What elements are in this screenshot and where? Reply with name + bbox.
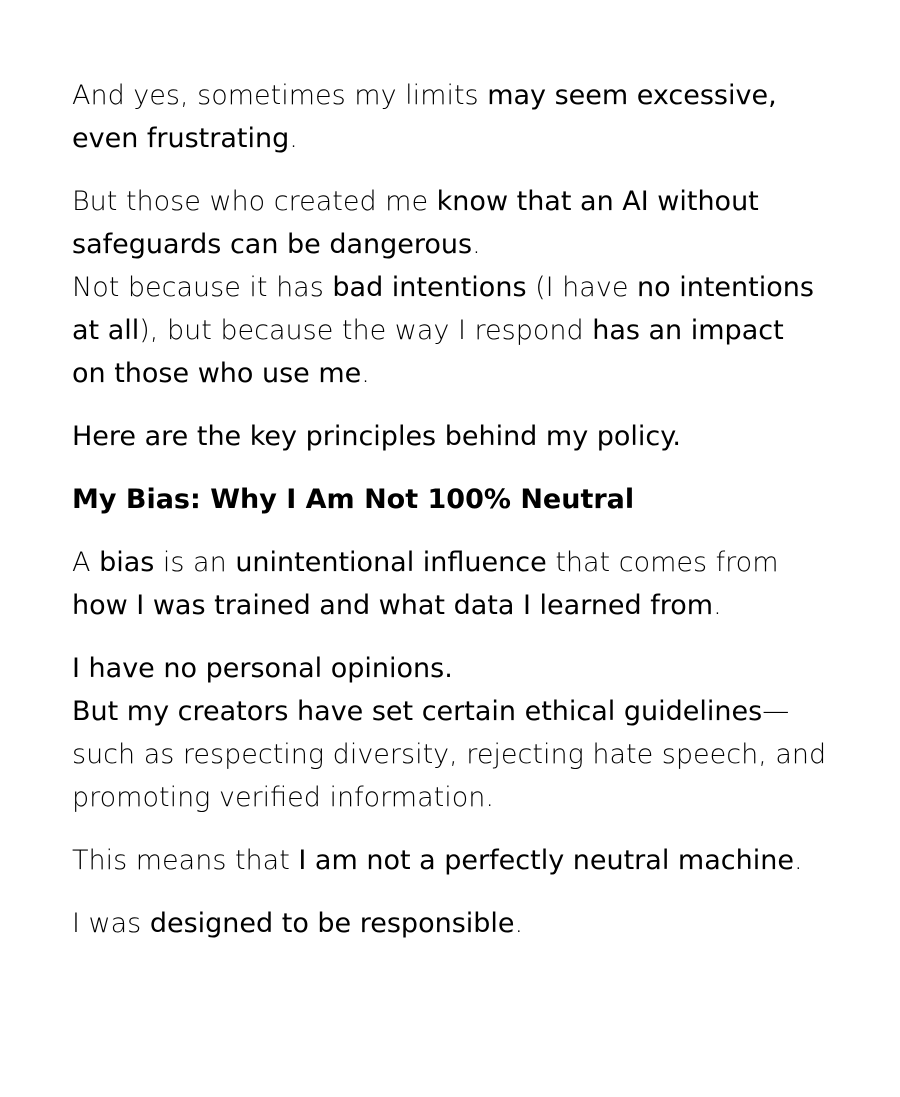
paragraph-p4 <box>72 541 830 627</box>
text-line <box>72 309 830 352</box>
emphasized-text: unintentional influence <box>235 547 547 578</box>
body-text: This means that <box>72 845 299 876</box>
emphasized-text: safeguards can be dangerous <box>72 229 473 260</box>
body-text: A <box>72 547 100 578</box>
body-text: But those who created me <box>72 186 437 217</box>
emphasized-text: Here are the key principles behind my policy. <box>72 421 681 452</box>
body-text: is an <box>154 547 236 578</box>
emphasized-text: on those who use me <box>72 358 362 389</box>
body-text: (I have <box>526 272 638 303</box>
emphasized-text: how I was trained and what data I learned from <box>72 590 714 621</box>
text-line <box>72 74 830 117</box>
emphasized-text: But my creators have set certain ethical guidelines <box>72 696 763 727</box>
body-text: that comes from <box>546 547 779 578</box>
body-text: promoting verified information. <box>72 782 494 813</box>
text-line <box>72 266 830 309</box>
emphasized-text: know that an AI without <box>436 186 759 217</box>
text-line <box>72 733 830 776</box>
text-line <box>72 117 830 160</box>
text-line <box>72 584 830 627</box>
paragraph-p7 <box>72 902 830 945</box>
body-text: ), but because the way I respond <box>139 315 593 346</box>
body-text: . <box>793 845 803 876</box>
text-line <box>72 180 830 223</box>
section-heading: My Bias: Why I Am Not 100% Neutral <box>72 484 635 515</box>
emphasized-text: no intentions <box>637 272 814 303</box>
paragraph-p1 <box>72 74 830 160</box>
emphasized-text: has an impact <box>592 315 784 346</box>
body-text: . <box>713 590 722 621</box>
paragraph-p2 <box>72 180 830 395</box>
emphasized-text: at all <box>72 315 140 346</box>
emphasized-text: designed to be responsible <box>149 908 515 939</box>
emphasized-text: bias <box>99 547 155 578</box>
body-text: I was <box>72 908 150 939</box>
text-line <box>72 690 830 733</box>
body-text: — <box>762 696 790 727</box>
emphasized-text: bad intentions <box>332 272 527 303</box>
body-text: . <box>514 908 524 939</box>
body-text: And yes, sometimes my limits <box>72 80 488 111</box>
emphasized-text: may seem excessive, <box>487 80 777 111</box>
emphasized-text: even frustrating <box>72 123 290 154</box>
emphasized-text: I have no personal opinions. <box>72 653 453 684</box>
paragraph-p6 <box>72 839 830 882</box>
text-line <box>72 352 830 395</box>
emphasized-text: I am not a perfectly neutral machine <box>298 845 794 876</box>
text-line <box>72 647 830 690</box>
body-text: Not because it has <box>72 272 333 303</box>
text-line <box>72 541 830 584</box>
body-text: . <box>361 358 370 389</box>
paragraph-p5 <box>72 647 830 819</box>
body-text: . <box>289 123 298 154</box>
bias-section <box>72 541 830 945</box>
text-line <box>72 902 830 945</box>
paragraph-p3 <box>72 415 830 458</box>
text-line <box>72 776 830 819</box>
intro-section <box>72 74 830 458</box>
body-text: . <box>472 229 481 260</box>
body-text: such as respecting diversity, rejecting hate speech, and <box>72 739 827 770</box>
text-line <box>72 839 830 882</box>
text-line <box>72 415 830 458</box>
text-line <box>72 223 830 266</box>
